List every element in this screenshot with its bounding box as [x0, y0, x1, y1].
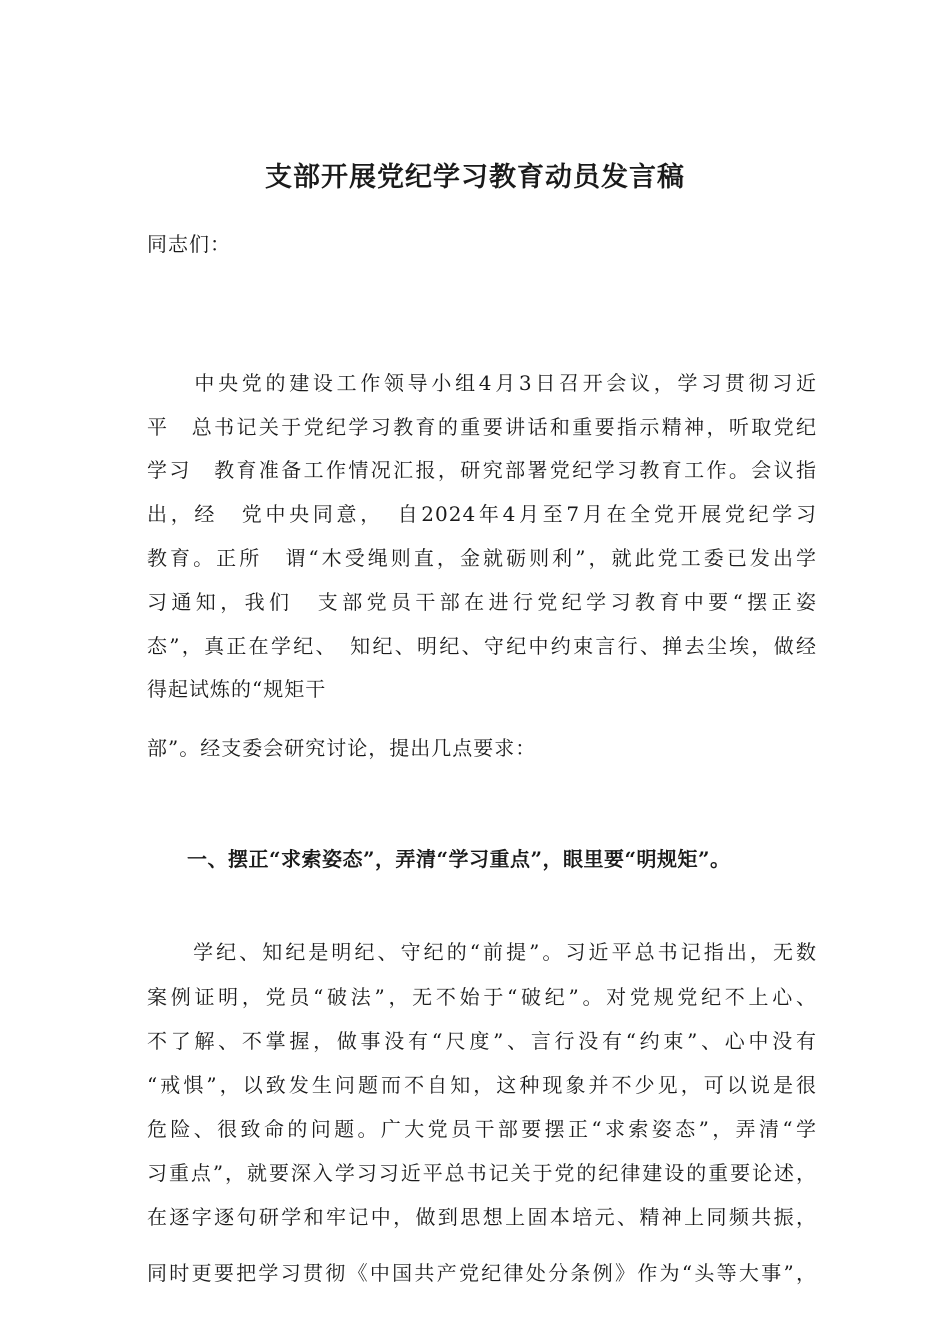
- paragraph-1-line: 平 总书记关于党纪学习教育的重要讲话和重要指示精神，听取党纪: [147, 415, 817, 439]
- paragraph-2-line: 案例证明，党员“破法”，无不始于“破纪”。对党规党纪不上心、: [147, 985, 817, 1009]
- paragraph-1-line: 态”，真正在学纪、 知纪、明纪、守纪中约束言行、掸去尘埃，做经: [147, 634, 817, 658]
- paragraph-1-line: 习通知，我们 支部党员干部在进行党纪学习教育中要“摆正姿: [147, 590, 817, 614]
- paragraph-2-line: 同时更要把学习贯彻《中国共产党纪律处分条例》作为“头等大事”，: [147, 1261, 817, 1285]
- paragraph-1-line: 得起试炼的“规矩干: [147, 677, 327, 701]
- paragraph-1-line: 学习 教育准备工作情况汇报，研究部署党纪学习教育工作。会议指: [147, 458, 817, 482]
- paragraph-2-line: 不了解、不掌握，做事没有“尺度”、言行没有“约束”、心中没有: [147, 1029, 817, 1053]
- paragraph-2-line: 学纪、知纪是明纪、守纪的“前提”。习近平总书记指出，无数: [147, 940, 817, 964]
- paragraph-1-tail: 部”。经支委会研究讨论，提出几点要求：: [147, 736, 537, 760]
- salutation: 同志们：: [147, 232, 231, 256]
- paragraph-2-line: 危险、很致命的问题。广大党员干部要摆正“求索姿态”，弄清“学: [147, 1117, 817, 1141]
- paragraph-1-line: 教育。正所 谓“木受绳则直，金就砺则利”，就此党工委已发出学: [147, 546, 817, 570]
- section-1-heading: 一、摆正“求索姿态”，弄清“学习重点”，眼里要“明规矩”。: [187, 847, 731, 871]
- paragraph-2-line: “戒惧”，以致发生问题而不自知，这种现象并不少见，可以说是很: [147, 1073, 817, 1097]
- paragraph-1-line: 中央党的建设工作领导小组4月3日召开会议，学习贯彻习近: [147, 371, 817, 395]
- document-title: 支部开展党纪学习教育动员发言稿: [265, 162, 685, 193]
- paragraph-2-line: 在逐字逐句研学和牢记中，做到思想上固本培元、精神上同频共振，: [147, 1205, 817, 1229]
- paragraph-2-line: 习重点”，就要深入学习习近平总书记关于党的纪律建设的重要论述，: [147, 1161, 817, 1185]
- paragraph-1-line: 出，经 党中央同意， 自2024年4月至7月在全党开展党纪学习: [147, 502, 817, 526]
